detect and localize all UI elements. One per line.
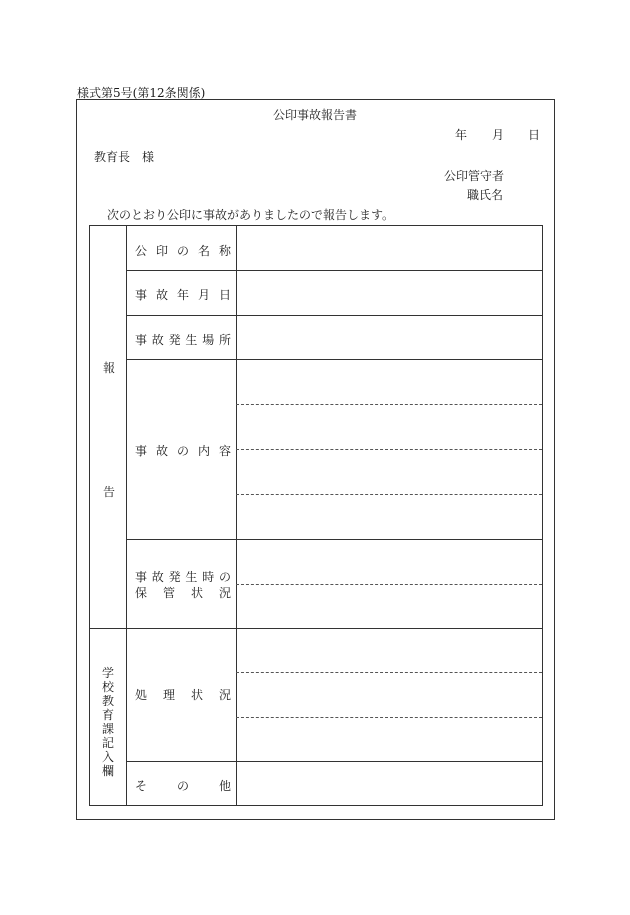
date-day-label: 日 [528, 128, 541, 142]
row-line [126, 270, 542, 271]
row-line [126, 359, 542, 360]
label-divider [236, 226, 237, 805]
statement: 次のとおり公印に事故がありましたので報告します。 [107, 208, 395, 222]
document-title: 公印事故報告書 [272, 108, 357, 122]
dashed-line [236, 449, 542, 450]
date-year-label: 年 [455, 128, 468, 142]
dashed-line [236, 404, 542, 405]
seal-name-label: 公 印 の 名 称 [135, 244, 231, 258]
report-section-char-1: 報 [103, 361, 116, 375]
school-section-label: 学 校 教 育 課 記 入 欄 [101, 666, 114, 778]
name-label: 職氏名 [467, 188, 504, 202]
other-label: そ の 他 [135, 779, 231, 793]
row-line [126, 761, 542, 762]
report-table [89, 225, 543, 806]
recipient: 教育長 様 [94, 150, 155, 164]
accident-date-label: 事 故 年 月 日 [135, 288, 231, 302]
seal-keeper-label: 公印管守者 [444, 169, 505, 183]
section-line [90, 628, 542, 629]
report-section-char-2: 告 [103, 485, 116, 499]
dashed-line [236, 494, 542, 495]
storage-status-label-line2: 保 管 状 況 [135, 586, 231, 600]
storage-status-label-line1: 事 故 発 生 時 の [135, 570, 231, 584]
date-month-label: 月 [492, 128, 505, 142]
dashed-line [236, 584, 542, 585]
dashed-line [236, 717, 542, 718]
accident-place-label: 事 故 発 生 場 所 [135, 333, 231, 347]
handling-status-label: 処 理 状 況 [135, 688, 231, 702]
row-line [126, 539, 542, 540]
dashed-line [236, 672, 542, 673]
form-number: 様式第5号(第12条関係) [77, 86, 206, 100]
row-line [126, 315, 542, 316]
section-divider [126, 226, 127, 805]
accident-content-label: 事 故 の 内 容 [135, 444, 231, 458]
